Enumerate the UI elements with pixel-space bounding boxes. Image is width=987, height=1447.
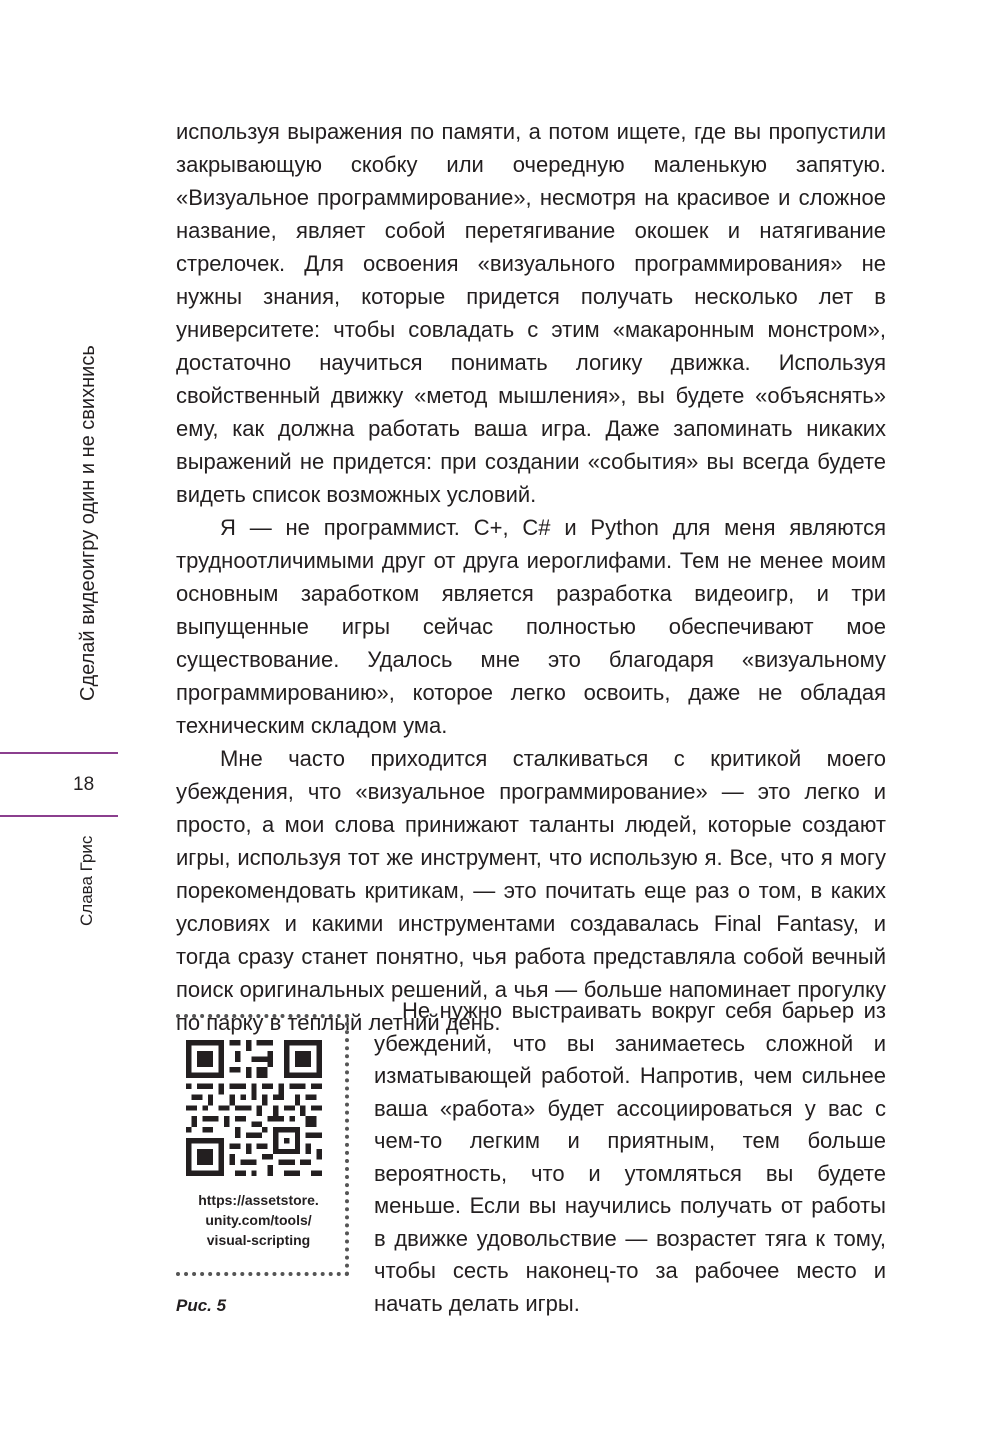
paragraph-2: Я — не программист. C+, C# и Python для меня являются трудноотличимыми друг от друга иероглифами. Тем не менее моим основным заработком является разработка видеоигр, и три выпущенные игры сейчас полностью обеспечивают мое существование. Удалось мне это благодаря «визуальному программированию», которое легко освоить, даже не обладая техническим складом ума.	[176, 515, 886, 738]
page-number: 18	[73, 774, 95, 795]
qr-figure-box	[176, 1014, 349, 1276]
running-head-author: Слава Грис	[77, 835, 96, 926]
running-head-rule-top	[0, 752, 118, 754]
figure-dotted-border-bottom	[176, 1272, 349, 1276]
qr-url-text	[176, 1190, 341, 1250]
paragraph-1: используя выражения по памяти, а потом ищете, где вы пропустили закрывающую скобку или очередную маленькую запятую. «Визуальное программирование», несмотря на красивое и сложное название, являет собой перетягивание окошек и натягивание стрелочек. Для освоения «визуального программирования» не нужны знания, которые придется получать несколько лет в университете: чтобы совладать с этим «макаронным монстром», достаточно научиться понимать логику движка. Используя свойственный движку «метод мышления», вы будете «объяснять» ему, как должна работать ваша игра. Даже запоминать никаких выражений не придется: при создании «события» вы всегда будете видеть список возможных условий.	[176, 119, 886, 507]
running-head-rule-bottom	[0, 815, 118, 817]
qr-url-line-1: https://assetstore.	[198, 1192, 319, 1208]
qr-url-line-3: visual-scripting	[206, 1232, 311, 1248]
figure-caption: Рис. 5	[176, 1296, 227, 1315]
qr-url-line-2: unity.com/tools/	[205, 1212, 312, 1228]
main-text	[176, 115, 886, 1039]
paragraph-3: Мне часто приходится сталкиваться с критикой моего убеждения, что «визуальное программирование» — это легко и просто, а мои слова принижают таланты людей, которые создают игры, используя тот же инструмент, что использую я. Все, что я могу порекомендовать критикам, — это почитать еще раз о том, в каких условиях и какими инструментами создавалась Final Fantasy, и тогда сразу станет понятно, чья работа представляла собой вечный поиск оригинальных решений, а чья — больше напоминает прогулку по парку в теплый летний день.	[176, 746, 886, 1035]
paragraph-4: Не нужно выстраивать вокруг себя барьер из убеждений, что вы занимаетесь сложной и изматывающей работой. Напротив, чем сильнее ваша «работа» будет ассоциироваться у вас с чем-то легким и приятным, тем больше вероятность, что и утомляться вы будете меньше. Если вы научились получать от работы в движке удовольствие — возрастет тяга к тому, чтобы сесть наконец-то за рабочее место и начать делать игры.	[374, 998, 886, 1316]
qr-code-icon	[186, 1040, 322, 1176]
figure-dotted-border-top	[176, 1014, 349, 1018]
side-text	[374, 995, 886, 1320]
running-head-book-title: Сделай видеоигру один и не свихнись	[76, 345, 99, 701]
